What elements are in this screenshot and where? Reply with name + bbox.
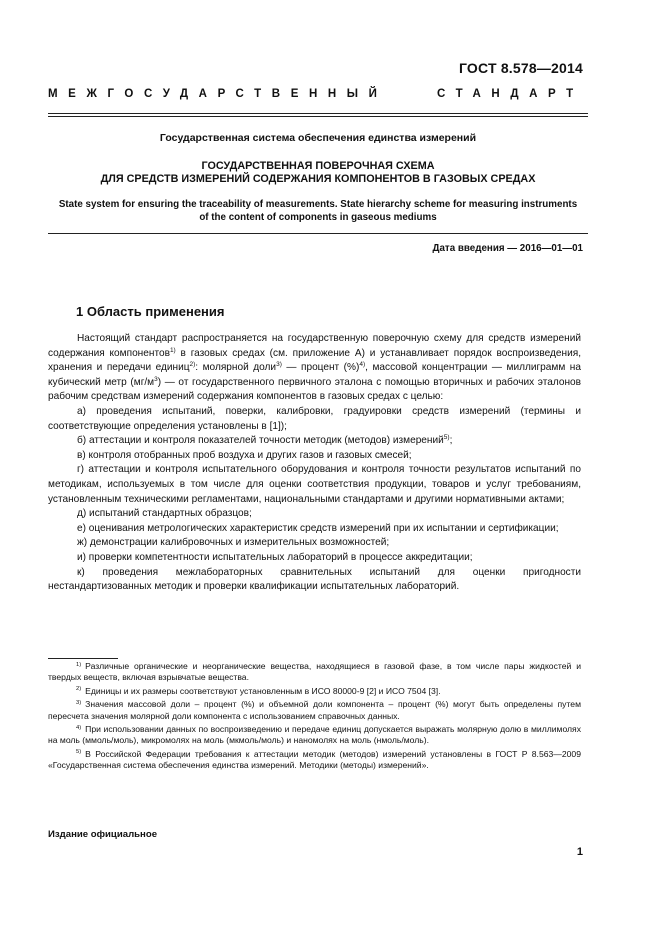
list-item-k: к) проведения межлабораторных сравнительных испытаний для оценки пригодности нестандартизованных методик и проверки квалификации испытательных лабораторий. bbox=[48, 566, 581, 593]
scope-text bbox=[48, 332, 581, 595]
title-line-2: ДЛЯ СРЕДСТВ ИЗМЕРЕНИЙ СОДЕРЖАНИЯ КОМПОНЕНТОВ В ГАЗОВЫХ СРЕДАХ bbox=[100, 173, 536, 185]
system-title: Государственная система обеспечения единства измерений bbox=[159, 132, 477, 144]
footnote-ref-3: 3) bbox=[276, 361, 282, 369]
edition-label: Издание официальное bbox=[48, 829, 158, 840]
list-item-zh: ж) демонстрации калибровочных и измерительных возможностей; bbox=[77, 537, 390, 549]
footnote-mark: 2) bbox=[76, 686, 82, 693]
english-title-line-2: of the content of components in gaseous mediums bbox=[199, 211, 437, 223]
footnotes bbox=[48, 661, 581, 774]
list-item-e: е) оценивания метрологических характеристик средств измерений при их испытании и сертификации; bbox=[77, 522, 559, 534]
footnote-item: $^{5)}$ В Российской Федерации требования к аттестации методик (методов) измерений установлены в ГОСТ Р 8.563—2009 «Государственная система обеспечения единства измерений. Методики (методы) измерений». bbox=[48, 748, 581, 771]
introduction-date: Дата введения — 2016—01—01 bbox=[432, 243, 583, 254]
footnote-separator bbox=[48, 658, 118, 659]
footnote-item: $^{3)}$ Значения массовой доли – процент (%) и объемной доли компонента – процент (%) могут быть определены путем пересчета значения молярной доли компонента с использованием справочных данных. bbox=[48, 699, 581, 721]
unit-exponent: 3 bbox=[154, 375, 158, 383]
title-divider bbox=[48, 233, 588, 234]
list-item-i: и) проверки компетентности испытательных лабораторий в процессе аккредитации; bbox=[77, 551, 473, 563]
footnote-ref-5: 5) bbox=[443, 434, 450, 442]
page-number: 1 bbox=[576, 846, 583, 858]
footnote-ref-1: 1) bbox=[169, 346, 176, 354]
footnote-item: $^{4)}$ При использовании данных по воспроизведению и передаче единиц допускается выражать молярную долю в миллимолях на моль (ммоль/моль), микромолях на моль (мкмоль/моль) и наномолях на моль (нмоль/моль). bbox=[48, 724, 581, 746]
list-item-v: в) контроля отобранных проб воздуха и других газов и газовых смесей; bbox=[77, 449, 412, 461]
header-divider-top bbox=[48, 113, 588, 114]
footnote-mark: 5) bbox=[76, 749, 82, 756]
footnote-item: $^{1)}$ Различные органические и неорганические вещества, находящиеся в газовой фазе, в том числе пары жидкостей и твердых веществ, включая взрывчатые вещества. bbox=[48, 661, 581, 683]
list-item-b: б) аттестации и контроля показателей точности методик (методов) измерений$^{5)}$; bbox=[77, 434, 453, 447]
header-divider-bottom bbox=[48, 116, 588, 117]
interstate-label: МЕЖГОСУДАРСТВЕННЫЙ bbox=[48, 88, 388, 100]
english-title bbox=[48, 199, 588, 224]
footnote-ref-2: 2) bbox=[189, 361, 196, 369]
document-title bbox=[48, 160, 588, 186]
footnote-ref-4: 4) bbox=[359, 361, 366, 369]
list-item-g: г) аттестации и контроля испытательного оборудования и контроля точности результатов испытаний по методикам, используемых в том числе для оценки соответствия продукции, товаров и услуг требованиям, установленным техническими регламентами, национальными стандартами и другими нормативными актами; bbox=[48, 464, 581, 505]
footnote-mark: 1) bbox=[76, 661, 82, 668]
document-code: ГОСТ 8.578—2014 bbox=[458, 60, 583, 76]
footnote-item: $^{2)}$ Единицы и их размеры соответствуют установленным в ИСО 80000-9 [2] и ИСО 7504 [3]. bbox=[76, 685, 441, 696]
title-line-1: ГОСУДАРСТВЕННАЯ ПОВЕРОЧНАЯ СХЕМА bbox=[201, 160, 435, 172]
list-item-d: д) испытаний стандартных образцов; bbox=[77, 508, 252, 520]
english-title-line-1: State system for ensuring the traceability of measurements. State hierarchy scheme for measuring instruments bbox=[58, 199, 578, 210]
standard-label: СТАНДАРТ bbox=[437, 88, 584, 100]
footnote-mark: 4) bbox=[76, 724, 82, 731]
footnote-mark: 3) bbox=[76, 699, 82, 706]
list-item-a: а) проведения испытаний, поверки, калибровки, градуировки средств измерений (термины и соответствующие определения установлены в [1]); bbox=[48, 405, 581, 432]
section-heading: 1 Область применения bbox=[76, 304, 225, 319]
intro-paragraph: Настоящий стандарт распространяется на государственную поверочную схему для средств измерений содержания компонентов$^{1)}$ в газовых средах (см. приложение А) и устанавливает порядок воспроизведения, хранения и передачи единиц$^{2)}$: молярной доли$^{3)}$ — процент (%)$^{4)}$, массовой концентрации — миллиграмм на кубический метр $(мг/м^3)$ — от государственного первичного эталона с помощью вторичных и рабочих эталонов рабочим средствам измерений содержания компонентов в газовых средах с целью: bbox=[48, 333, 581, 403]
